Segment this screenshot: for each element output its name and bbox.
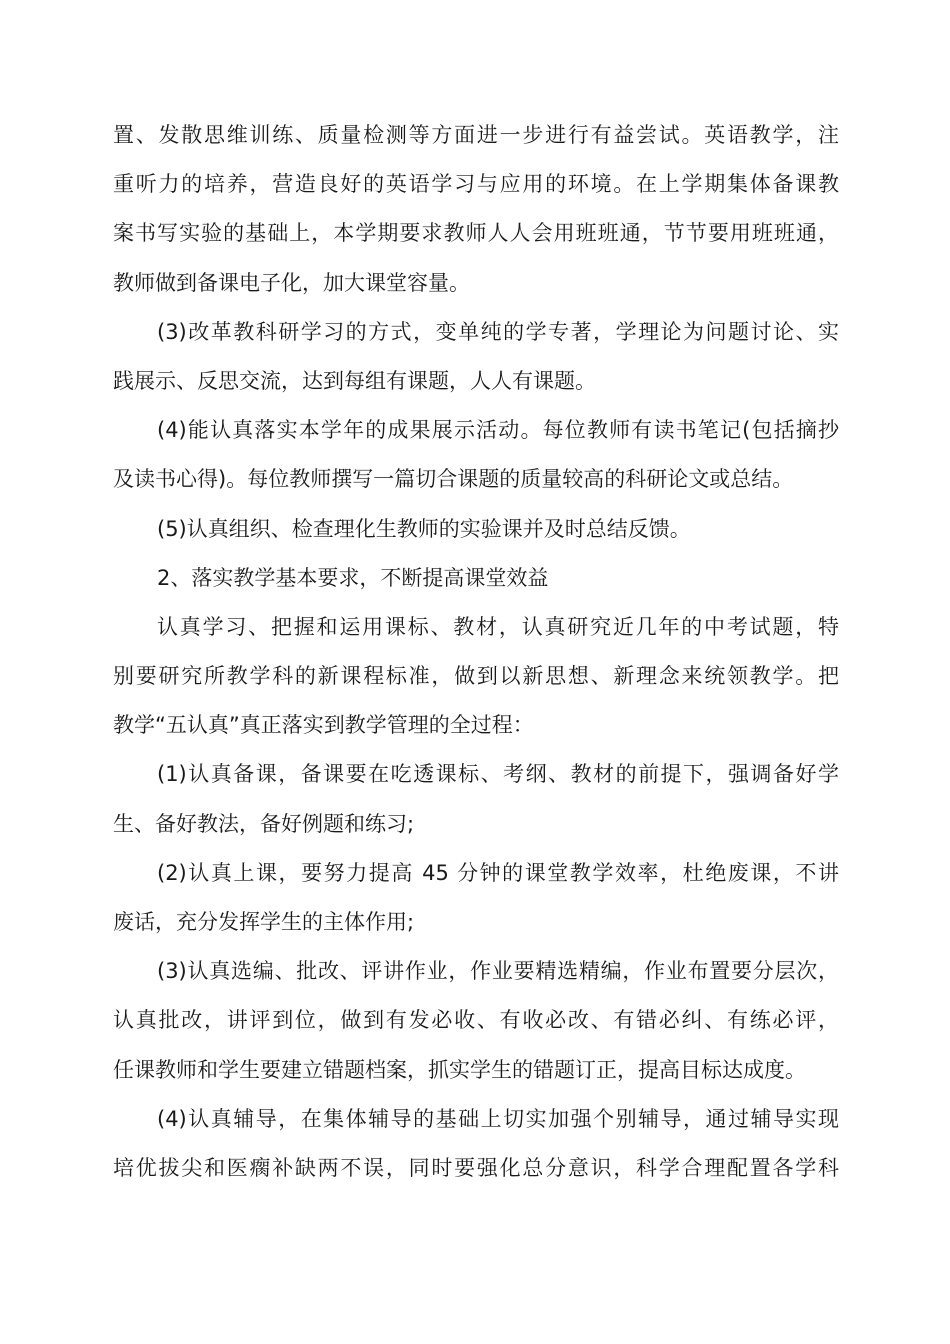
text-line: 重听力的培养，营造良好的英语学习与应用的环境。在上学期集体备课教 xyxy=(113,172,839,197)
text-line: (1)认真备课，备课要在吃透课标、考纲、教材的前提下，强调备好学 xyxy=(157,762,839,787)
section-heading: 2、落实教学基本要求，不断提高课堂效益 xyxy=(157,565,549,590)
text-line: 教学“五认真”真正落实到教学管理的全过程： xyxy=(113,713,534,738)
document-body xyxy=(113,111,839,1193)
text-line: 教师做到备课电子化，加大课堂容量。 xyxy=(113,270,470,295)
text-line: 践展示、反思交流，达到每组有课题，人人有课题。 xyxy=(113,368,596,393)
text-line: 认真批改，讲评到位，做到有发必收、有收必改、有错必纠、有练必评， xyxy=(113,1008,839,1033)
text-line: 及读书心得)。每位教师撰写一篇切合课题的质量较高的科研论文或总结。 xyxy=(113,467,794,492)
text-line: 案书写实验的基础上，本学期要求教师人人会用班班通，节节要用班班通， xyxy=(113,221,839,246)
text-line: 生、备好教法，备好例题和练习; xyxy=(113,811,415,836)
text-line: (5)认真组织、检查理化生教师的实验课并及时总结反馈。 xyxy=(157,516,691,541)
text-line: (4)认真辅导，在集体辅导的基础上切实加强个别辅导，通过辅导实现 xyxy=(157,1106,839,1131)
text-line: (4)能认真落实本学年的成果展示活动。每位教师有读书笔记(包括摘抄 xyxy=(157,418,839,443)
text-line: 置、发散思维训练、质量检测等方面进一步进行有益尝试。英语教学，注 xyxy=(113,123,839,147)
text-line: (3)认真选编、批改、评讲作业，作业要精选精编，作业布置要分层次， xyxy=(157,959,839,984)
text-line: (2)认真上课，要努力提高 45 分钟的课堂教学效率，杜绝废课，不讲 xyxy=(157,860,839,885)
text-line: 认真学习、把握和运用课标、教材，认真研究近几年的中考试题，特 xyxy=(157,614,839,639)
text-line: 别要研究所教学科的新课程标准，做到以新思想、新理念来统领教学。把 xyxy=(113,664,839,689)
text-line: 培优拔尖和医瘸补缺两不误，同时要强化总分意识，科学合理配置各学科 xyxy=(113,1155,839,1180)
text-line: 废话，充分发挥学生的主体作用; xyxy=(113,910,415,934)
text-line: 任课教师和学生要建立错题档案，抓实学生的错题订正，提高目标达成度。 xyxy=(113,1057,806,1082)
text-line: (3)改革教科研学习的方式，变单纯的学专著，学理论为问题讨论、实 xyxy=(157,319,839,344)
